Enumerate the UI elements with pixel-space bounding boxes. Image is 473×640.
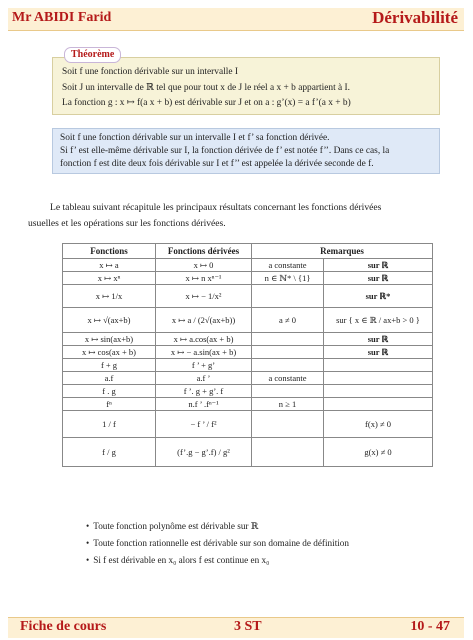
table-row <box>63 285 433 308</box>
domain-cell: sur ℝ <box>324 346 433 359</box>
table-header-row <box>63 244 433 259</box>
page-header <box>8 8 464 31</box>
function-cell: x ↦ xⁿ <box>63 272 156 285</box>
header-derivatives: Fonctions dérivées <box>156 244 252 259</box>
domain-cell: sur ℝ <box>324 272 433 285</box>
condition-cell <box>252 385 324 398</box>
condition-cell <box>252 359 324 372</box>
table-row <box>63 308 433 333</box>
table-row <box>63 346 433 359</box>
derivative-cell: n.f ’ .fⁿ⁻¹ <box>156 398 252 411</box>
table-row <box>63 385 433 398</box>
bullet-icon: • <box>86 538 90 548</box>
derivative-cell: x ↦ a.cos(ax + b) <box>156 333 252 346</box>
table-row <box>63 259 433 272</box>
function-cell: x ↦ sin(ax+b) <box>63 333 156 346</box>
condition-cell <box>252 411 324 438</box>
table-row <box>63 359 433 372</box>
page-number: 10 - 47 <box>410 619 450 634</box>
domain-cell: sur ℝ <box>324 333 433 346</box>
table-row <box>63 438 433 467</box>
function-cell: x ↦ √(ax+b) <box>63 308 156 333</box>
derivative-cell: x ↦ n xⁿ⁻¹ <box>156 272 252 285</box>
domain-cell <box>324 372 433 385</box>
derivative-cell: (f’.g − g’.f) / g² <box>156 438 252 467</box>
list-item: • Si f est dérivable en x₀ alors f est continue en x₀ <box>86 555 270 565</box>
properties-list <box>86 518 349 569</box>
domain-cell: f(x) ≠ 0 <box>324 411 433 438</box>
definition-line: Soit f une fonction dérivable sur un intervalle I et f’ sa fonction dérivée. <box>60 133 330 143</box>
theorem-line: La fonction g : x ↦ f(a x + b) est dérivable sur J et on a : g’(x) = a f’(a x + b) <box>62 98 351 108</box>
derivative-cell: x ↦ − a.sin(ax + b) <box>156 346 252 359</box>
derivative-cell: a.f ’ <box>156 372 252 385</box>
theorem-line: Soit J un intervalle de ℝ tel que pour tout x de J le réel a x + b appartient à I. <box>62 83 350 93</box>
domain-cell <box>324 398 433 411</box>
function-cell: f + g <box>63 359 156 372</box>
bullet-icon: • <box>86 555 90 565</box>
derivative-cell: x ↦ a / (2√(ax+b)) <box>156 308 252 333</box>
condition-cell <box>252 333 324 346</box>
derivative-cell: f ’ + g’ <box>156 359 252 372</box>
function-cell: f . g <box>63 385 156 398</box>
table-row <box>63 272 433 285</box>
condition-cell: n ≥ 1 <box>252 398 324 411</box>
domain-cell: sur ℝ <box>324 259 433 272</box>
condition-cell: n ∈ ℕ* \ {1} <box>252 272 324 285</box>
intro-paragraph <box>28 200 446 232</box>
condition-cell <box>252 285 324 308</box>
definition-line: fonction f est dite deux fois dérivable sur I et f’’ est appelée la dérivée seconde de f. <box>60 159 374 169</box>
header-remarks: Remarques <box>252 244 433 259</box>
domain-cell: sur ℝ* <box>324 285 433 308</box>
intro-line: Le tableau suivant récapitule les principaux résultats concernant les fonctions dérivées <box>50 202 382 213</box>
function-cell: x ↦ cos(ax + b) <box>63 346 156 359</box>
derivative-cell: − f ’ / f² <box>156 411 252 438</box>
derivative-cell: f ’. g + g’. f <box>156 385 252 398</box>
theorem-tag: Théorème <box>64 47 121 63</box>
function-cell: fⁿ <box>63 398 156 411</box>
function-cell: f / g <box>63 438 156 467</box>
page-footer <box>8 617 464 638</box>
header-functions: Fonctions <box>63 244 156 259</box>
footer-class: 3 ST <box>234 619 262 634</box>
condition-cell: a ≠ 0 <box>252 308 324 333</box>
theorem-line: Soit f une fonction dérivable sur un intervalle I <box>62 67 238 77</box>
table-row <box>63 398 433 411</box>
function-cell: 1 / f <box>63 411 156 438</box>
function-cell: x ↦ 1/x <box>63 285 156 308</box>
domain-cell <box>324 385 433 398</box>
function-cell: a.f <box>63 372 156 385</box>
function-cell: x ↦ a <box>63 259 156 272</box>
bullet-icon: • <box>86 521 90 531</box>
table-row <box>63 411 433 438</box>
domain-cell: sur { x ∈ ℝ / ax+b > 0 } <box>324 308 433 333</box>
list-item: • Toute fonction rationnelle est dérivable sur son domaine de définition <box>86 538 349 548</box>
author-name: Mr ABIDI Farid <box>12 10 112 25</box>
derivative-cell: x ↦ 0 <box>156 259 252 272</box>
list-item: • Toute fonction polynôme est dérivable sur ℝ <box>86 521 259 531</box>
table-row <box>63 333 433 346</box>
derivatives-table <box>62 243 433 467</box>
condition-cell <box>252 438 324 467</box>
domain-cell <box>324 359 433 372</box>
footer-doc-type: Fiche de cours <box>20 619 107 634</box>
condition-cell: a constante <box>252 259 324 272</box>
derivative-cell: x ↦ − 1/x² <box>156 285 252 308</box>
condition-cell: a constante <box>252 372 324 385</box>
domain-cell: g(x) ≠ 0 <box>324 438 433 467</box>
condition-cell <box>252 346 324 359</box>
chapter-title: Dérivabilité <box>372 8 458 27</box>
intro-line: usuelles et les opérations sur les fonctions dérivées. <box>28 218 226 229</box>
definition-line: Si f’ est elle-même dérivable sur I, la fonction dérivée de f’ est notée f’’. Dans ce cas, la <box>60 146 390 156</box>
table-row <box>63 372 433 385</box>
